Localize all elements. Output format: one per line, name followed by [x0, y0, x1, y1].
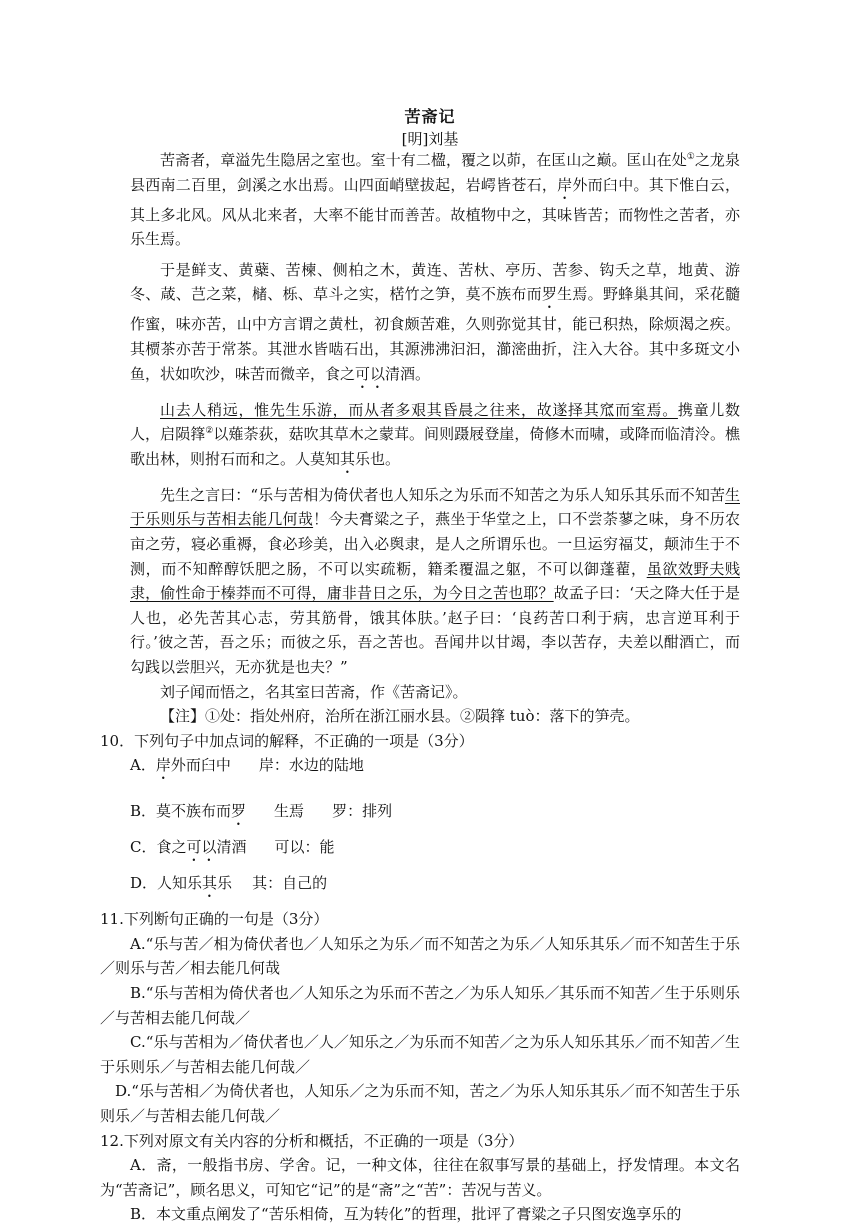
text-span: C．食之 — [130, 838, 187, 857]
dotted-word: 其 — [340, 449, 356, 468]
option-a — [100, 753, 740, 783]
text-span: 生焉 — [274, 802, 305, 821]
option-b: B．本文重点阐发了“苦乐相倚，互为转化”的哲理，批评了膏粱之子只图安逸享乐的 — [130, 1205, 682, 1224]
dotted-word: 罗 — [541, 285, 558, 304]
text-span: A． — [130, 756, 156, 775]
option-explanation: 其：自己的 — [252, 874, 328, 893]
option-b — [100, 799, 740, 829]
dotted-word: 可以 — [355, 364, 386, 383]
option-explanation: 岸：水边的陆地 — [258, 756, 364, 775]
option-d: D.“乐与苦相／为倚伏者也，人知乐／之为乐而不知，苦之／为乐人知乐其乐／而不知苦生于乐则乐／与苦相去能几何哉／ — [100, 1082, 740, 1126]
dotted-word: 罗 — [231, 802, 247, 821]
text-span: 乐也。 — [355, 449, 401, 468]
option-explanation: 罗：排列 — [332, 802, 393, 821]
option-c — [100, 835, 740, 865]
text-span: 清酒。 — [385, 364, 431, 383]
document-body — [100, 148, 740, 1227]
dotted-word: 可以 — [186, 838, 217, 857]
text-span: 之龙泉县西南二百里，剑溪之水出焉。山四面峭壁拔起，岩崿皆苍石， — [130, 151, 740, 194]
question-stem: 11.下列断句正确的一句是（3分） — [100, 910, 329, 929]
text-span: 乐 — [217, 874, 233, 893]
question-stem: 12.下列对原文有关内容的分析和概括，不正确的一项是（3分） — [100, 1131, 524, 1150]
option-b: B.“乐与苦相为倚伏者也／人知乐之为乐而不苦之／为乐人知乐／其乐而不知苦／生于乐则乐／与苦相去能几何哉／ — [100, 984, 740, 1027]
paragraph-1 — [130, 148, 740, 252]
underlined-sentence: 生于乐则乐与苦相去能几何哉 — [130, 485, 740, 529]
paragraph-3 — [130, 398, 740, 477]
option-a: A．斋，一般指书房、学舍。记，一种文体，往往在叙事写景的基础上，抒发情理。本文名为“苦斋记”，顾名思义，可知它“记”的是“斋”之“苦”：苦况与苦义。 — [100, 1156, 740, 1199]
annotation-note: 【注】①处：指处州府，治所在浙江丽水县。②陨箨 tuò：落下的笋壳。 — [160, 707, 640, 726]
text-span: 生焉。野蜂巢其间，采花髓作蜜，味亦苦，山中方言谓之黄杜，初食颇苦难，久则弥觉其甘，能已积热，除烦渴之疾。其槚茶亦苦于常茶。其泄水皆啮石出，其源沸沸汩汩，瀄滵曲折，注入大谷。其中多斑文小鱼，状如吹沙，味苦而微辛，食之 — [130, 285, 740, 383]
text-span: 先生之言曰：“乐与苦相为倚伏者也人知乐之为乐而不知苦之为乐人知乐其乐而不知苦 — [160, 485, 725, 504]
dotted-word: 岸 — [155, 756, 171, 775]
underlined-sentence: 虽欲效野夫贱隶，偷性命于榛莽而不可得，庸非昔日之乐，为今日之苦也耶？ — [130, 559, 740, 603]
text-span: 清酒 — [216, 838, 247, 857]
essay-title: 苦斋记 — [404, 107, 456, 126]
text-span: D．人知乐 — [130, 874, 203, 893]
paragraph-2 — [130, 258, 740, 392]
option-a: A.“乐与苦／相为倚伏者也／人知乐之为乐／而不知苦之为乐／人知乐其乐／而不知苦生于乐／则乐与苦／相去能几何哉 — [100, 934, 740, 978]
text-span: 以薙荼荻，菇吹其草木之蒙茸。间则蹑屐登崖，倚修木而啸，或降而临清泠。樵歌出林，则拊石而和之。人莫知 — [130, 425, 740, 468]
text-span: 携童儿数人，启陨箨 — [130, 400, 740, 444]
dotted-word: 岸 — [557, 175, 573, 194]
option-c: C.“乐与苦相为／倚伏者也／人／知乐之／为乐而不知苦／之为乐人知乐其乐／而不知苦／生于乐则乐／与苦相去能几何哉／ — [100, 1033, 740, 1076]
paragraph-4 — [130, 483, 740, 680]
question-10 — [100, 729, 740, 1227]
text-span: 外而臼中 — [170, 756, 231, 775]
text-span: 苦斋者，章溢先生隐居之室也。室十有二楹，覆之以茆，在匡山之巅。匡山在处 — [160, 151, 687, 169]
option-explanation: 可以：能 — [274, 838, 335, 857]
paragraph-5: 刘子闻而悟之，名其室曰苦斋，作《苦斋记》。 — [160, 682, 468, 701]
question-stem: 10．下列句子中加点词的解释，不正确的一项是（3分） — [100, 731, 474, 750]
underlined-sentence: 山去人稍远，惟先生乐游，而从者多艰其昏晨之往来，故遂择其窊而室焉。 — [160, 400, 678, 419]
text-span: B．莫不族布而 — [130, 802, 232, 821]
text-span: 外而臼中。其下惟白云，其上多北风。风从北来者，大率不能甘而善苦。故植物中之，其味皆苦；而物性之苦者，亦乐生焉。 — [130, 175, 740, 249]
essay-author: [明]刘基 — [401, 130, 459, 148]
text-span: 于是鲜支、黄蘗、苦楝、侧柏之木，黄连、苦杕、亭历、苦参、钩夭之草，地黄、游冬、葴、芑之菜，槠、栎、草斗之实，楛竹之笋，莫不族布而 — [130, 260, 740, 304]
footnote-ref-2: ② — [205, 426, 214, 437]
text-span: ！今夫膏粱之子，燕坐于华堂之上，口不尝荼蓼之味，身不历农亩之劳，寝必重褥，食必珍美，出入必舆隶，是人之所谓乐也。一旦运穷福艾，颠沛生于不测，而不知醉醇饫肥之肠，不可以实疏粝，籍柔覆温之躯，不可以御蓬藋， — [130, 510, 740, 578]
option-d — [100, 871, 740, 901]
text-span: 故孟子曰：‘天之降大任于是人也，必先苦其心志，劳其筋骨，饿其体肤。’赵子曰：‘良药苦口利于病，忠言逆耳利于行。’彼之苦，吾之乐；而彼之乐，吾之苦也。吾闻井以甘竭，李以苦存，夫差以酣酒亡，而勾践以尝胆兴，无亦犹是也夫？” — [130, 584, 740, 676]
footnote-ref-1: ① — [686, 152, 695, 162]
dotted-word: 其 — [202, 874, 218, 893]
